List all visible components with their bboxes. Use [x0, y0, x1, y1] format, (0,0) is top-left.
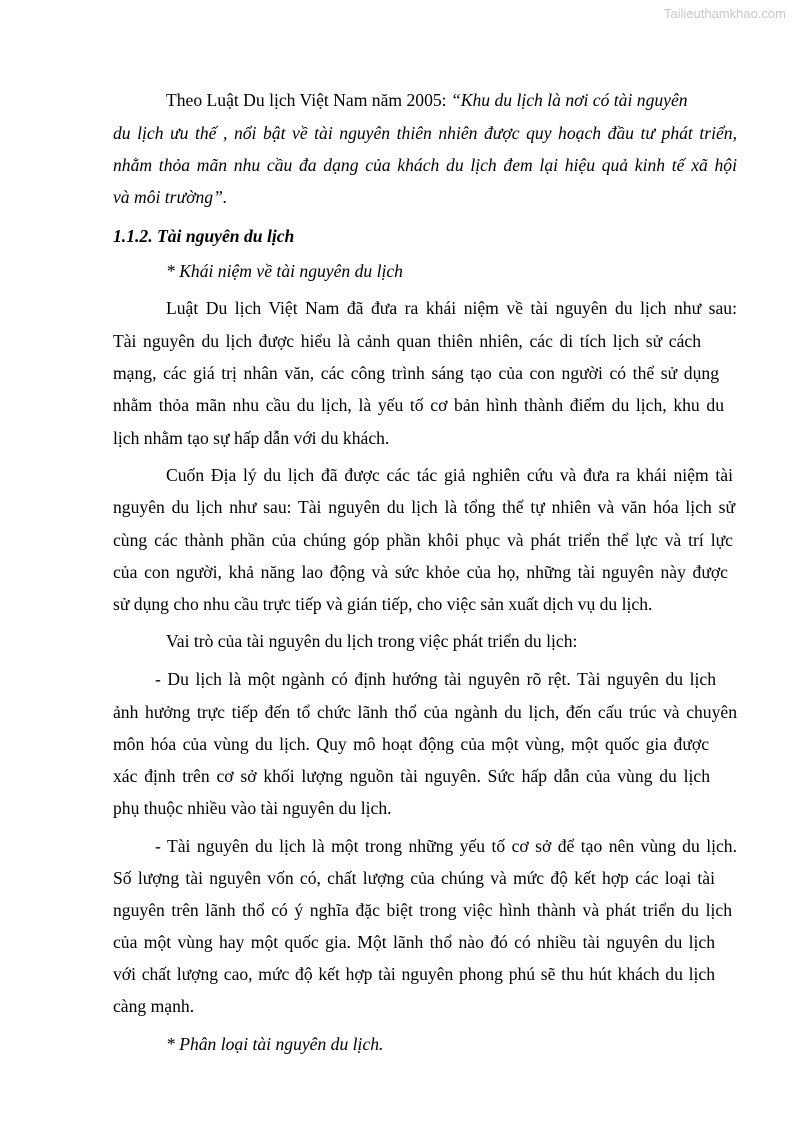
paragraph-line: ảnh hưởng trực tiếp đến tổ chức lãnh thổ của ngành du lịch, đến cấu trúc và chuyên [113, 702, 737, 722]
paragraph-line [166, 92, 688, 110]
paragraph-line: mạng, các giá trị nhân văn, các công trình sáng tạo của con người có thể sử dụng [113, 363, 719, 383]
paragraph-line: của một vùng hay một quốc gia. Một lãnh thổ nào đó có nhiều tài nguyên du lịch [113, 932, 715, 952]
subheading: * Phân loại tài nguyên du lịch. [166, 1034, 384, 1054]
quote-text: “Khu du lịch là nơi có tài nguyên [450, 90, 688, 110]
paragraph-line: xác định trên cơ sở khối lượng nguồn tài nguyên. Sức hấp dẫn của vùng du lịch [113, 766, 710, 786]
paragraph-line: phụ thuộc nhiều vào tài nguyên du lịch. [113, 798, 392, 818]
paragraph-line: Số lượng tài nguyên vốn có, chất lượng của chúng và mức độ kết hợp các loại tài [113, 868, 715, 888]
paragraph-line: môn hóa của vùng du lịch. Quy mô hoạt động của một vùng, một quốc gia được [113, 734, 709, 754]
paragraph-line: sử dụng cho nhu cầu trực tiếp và gián tiếp, cho việc sản xuất dịch vụ du lịch. [113, 594, 653, 614]
paragraph-line: nguyên trên lãnh thổ có ý nghĩa đặc biệt trong việc hình thành và phát triển du lịch [113, 900, 732, 920]
paragraph-lead: Theo Luật Du lịch Việt Nam năm 2005: [166, 90, 451, 110]
watermark: Tailieuthamkhao.com [663, 6, 786, 21]
paragraph-line: nhằm thỏa mãn nhu cầu đa dạng của khách du lịch đem lại hiệu quả kinh tế xã hội [113, 155, 737, 175]
list-item-line: - Tài nguyên du lịch là một trong những yếu tố cơ sở để tạo nên vùng du lịch. [155, 836, 737, 856]
subheading: * Khái niệm về tài nguyên du lịch [166, 261, 403, 281]
paragraph-line: Luật Du lịch Việt Nam đã đưa ra khái niệm về tài nguyên du lịch như sau: [166, 298, 737, 318]
paragraph-line: Vai trò của tài nguyên du lịch trong việc phát triển du lịch: [166, 631, 578, 651]
paragraph-line: càng mạnh. [113, 996, 195, 1016]
paragraph-line: lịch nhằm tạo sự hấp dẫn với du khách. [113, 428, 390, 448]
paragraph-line: và môi trường”. [113, 187, 228, 207]
paragraph-line: Cuốn Địa lý du lịch đã được các tác giả nghiên cứu và đưa ra khái niệm tài [166, 465, 733, 485]
list-item-line: - Du lịch là một ngành có định hướng tài nguyên rõ rệt. Tài nguyên du lịch [155, 669, 716, 689]
paragraph-line: với chất lượng cao, mức độ kết hợp tài nguyên phong phú sẽ thu hút khách du lịch [113, 964, 715, 984]
paragraph-line: Tài nguyên du lịch được hiểu là cảnh quan thiên nhiên, các di tích lịch sử cách [113, 331, 701, 351]
paragraph-line: nhằm thỏa mãn nhu cầu du lịch, là yếu tố cơ bản hình thành điểm du lịch, khu du [113, 395, 724, 415]
paragraph-line: cùng các thành phần của chúng góp phần khôi phục và phát triển thể lực và trí lực [113, 530, 733, 550]
paragraph-line: nguyên du lịch như sau: Tài nguyên du lịch là tổng thể tự nhiên và văn hóa lịch sử [113, 497, 735, 517]
paragraph-line: du lịch ưu thế , nổi bật về tài nguyên thiên nhiên được quy hoạch đầu tư phát triển, [113, 123, 737, 143]
paragraph-line: của con người, khả năng lao động và sức khỏe của họ, những tài nguyên này được [113, 562, 728, 582]
section-heading: 1.1.2. Tài nguyên du lịch [113, 226, 295, 246]
